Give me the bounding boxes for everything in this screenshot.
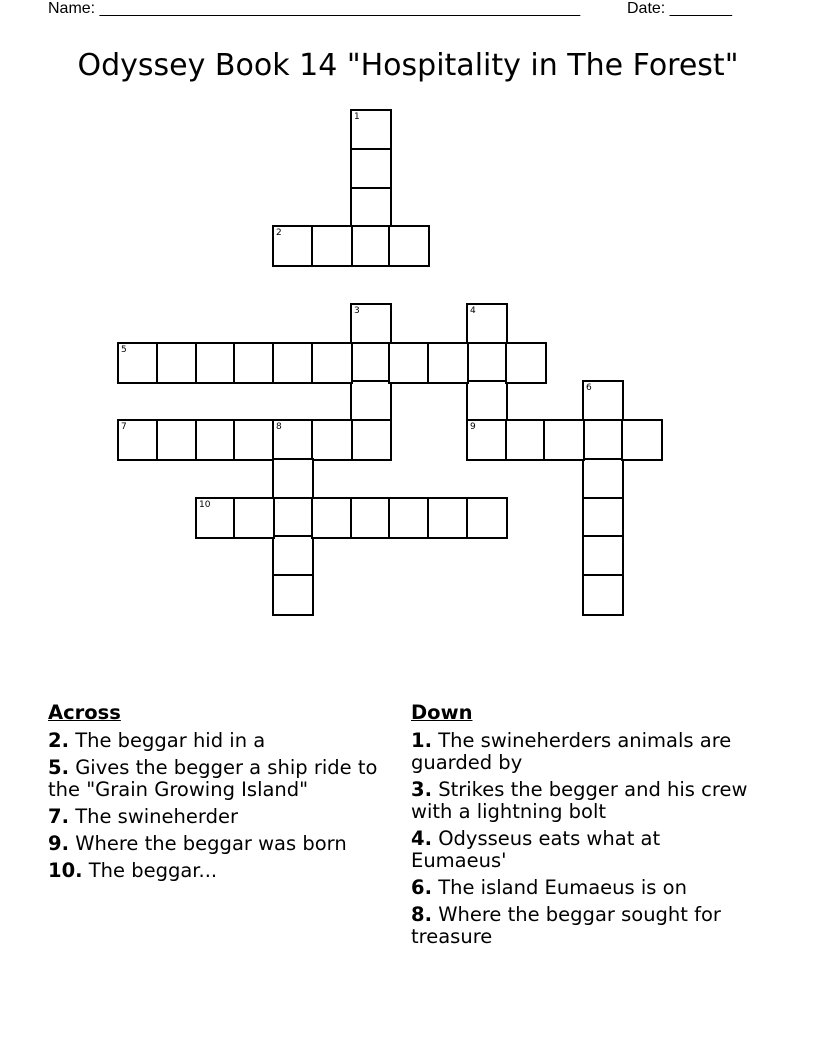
crossword-cell[interactable] [466,342,508,384]
crossword-cell[interactable] [195,497,237,539]
crossword-cell[interactable] [311,497,353,539]
crossword-cell[interactable] [350,225,392,267]
clue-number: 7. [48,805,69,828]
across-clues [48,702,388,887]
crossword-cell[interactable] [233,497,275,539]
crossword-cell[interactable] [272,574,314,616]
crossword-cell[interactable] [311,225,353,267]
clue-number: 2. [48,729,69,752]
cell-number: 10 [199,500,211,510]
crossword-cell[interactable] [272,458,314,500]
cell-number: 8 [276,422,282,432]
crossword-cell[interactable] [117,342,159,384]
crossword-cell[interactable] [233,419,275,461]
clue-number: 10. [48,859,83,882]
crossword-cell[interactable] [350,497,392,539]
clue-across-2 [48,730,388,752]
clue-text: Where the beggar was born [75,832,347,855]
cell-number: 1 [354,112,360,122]
crossword-cell[interactable] [582,458,624,500]
clue-text: The island Eumaeus is on [438,876,687,899]
crossword-cell[interactable] [505,419,547,461]
across-heading: Across [48,701,121,724]
crossword-cell[interactable] [466,497,508,539]
crossword-cell[interactable] [350,109,392,151]
clue-down-1 [411,730,756,774]
clue-number: 9. [48,832,69,855]
clue-across-9 [48,833,388,855]
cell-number: 9 [470,422,476,432]
clue-down-6 [411,877,756,899]
name-line[interactable]: Name: ______________________________________________________ [48,0,581,17]
clue-text: The beggar hid in a [75,729,266,752]
cell-number: 4 [470,306,476,316]
clue-number: 3. [411,778,432,801]
clue-across-10 [48,860,388,882]
crossword-cell[interactable] [350,380,392,422]
crossword-cell[interactable] [505,342,547,384]
crossword-cell[interactable] [350,419,392,461]
crossword-cell[interactable] [195,419,237,461]
crossword-cell[interactable] [350,187,392,229]
crossword-cell[interactable] [466,303,508,345]
cell-number: 7 [121,422,127,432]
crossword-cell[interactable] [427,497,469,539]
crossword-cell[interactable] [156,419,198,461]
crossword-cell[interactable] [156,342,198,384]
crossword-cell[interactable] [388,497,430,539]
clue-text: Gives the begger a ship ride to the "Grain Growing Island" [48,756,378,801]
clue-text: The swineherders animals are guarded by [411,729,732,774]
crossword-cell[interactable] [195,342,237,384]
date-line[interactable]: Date: _______ [627,0,732,17]
cell-number: 3 [354,306,360,316]
cell-number: 6 [586,383,592,393]
crossword-cell[interactable] [388,342,430,384]
crossword-cell[interactable] [350,148,392,190]
crossword-cell[interactable] [272,497,314,539]
clue-down-8 [411,904,756,948]
crossword-cell[interactable] [582,497,624,539]
crossword-cell[interactable] [233,342,275,384]
cell-number: 2 [276,228,282,238]
clue-across-7 [48,806,388,828]
crossword-cell[interactable] [272,419,314,461]
crossword-cell[interactable] [466,419,508,461]
clue-across-5 [48,757,388,801]
clue-number: 6. [411,876,432,899]
crossword-cell[interactable] [582,380,624,422]
crossword-cell[interactable] [582,419,624,461]
page-title: Odyssey Book 14 "Hospitality in The Forest" [77,48,739,83]
clue-down-3 [411,779,756,823]
clue-text: Strikes the begger and his crew with a lightning bolt [411,778,748,823]
clue-text: Odysseus eats what at Eumaeus' [411,827,661,872]
crossword-cell[interactable] [272,535,314,577]
crossword-cell[interactable] [582,535,624,577]
clue-text: Where the beggar sought for treasure [411,903,721,948]
clue-text: The beggar... [88,859,218,882]
crossword-cell[interactable] [117,419,159,461]
clue-number: 1. [411,729,432,752]
crossword-cell[interactable] [350,342,392,384]
crossword-cell[interactable] [311,419,353,461]
clue-number: 4. [411,827,432,850]
crossword-cell[interactable] [427,342,469,384]
crossword-cell[interactable] [582,574,624,616]
crossword-cell[interactable] [466,380,508,422]
cell-number: 5 [121,345,127,355]
clue-number: 8. [411,903,432,926]
clue-number: 5. [48,756,69,779]
clue-down-4 [411,828,756,872]
crossword-cell[interactable] [543,419,585,461]
down-heading: Down [411,701,473,724]
crossword-cell[interactable] [388,225,430,267]
crossword-cell[interactable] [350,303,392,345]
crossword-cell[interactable] [621,419,663,461]
crossword-cell[interactable] [311,342,353,384]
crossword-cell[interactable] [272,342,314,384]
down-clues [411,702,756,953]
crossword-cell[interactable] [272,225,314,267]
clue-text: The swineherder [75,805,238,828]
